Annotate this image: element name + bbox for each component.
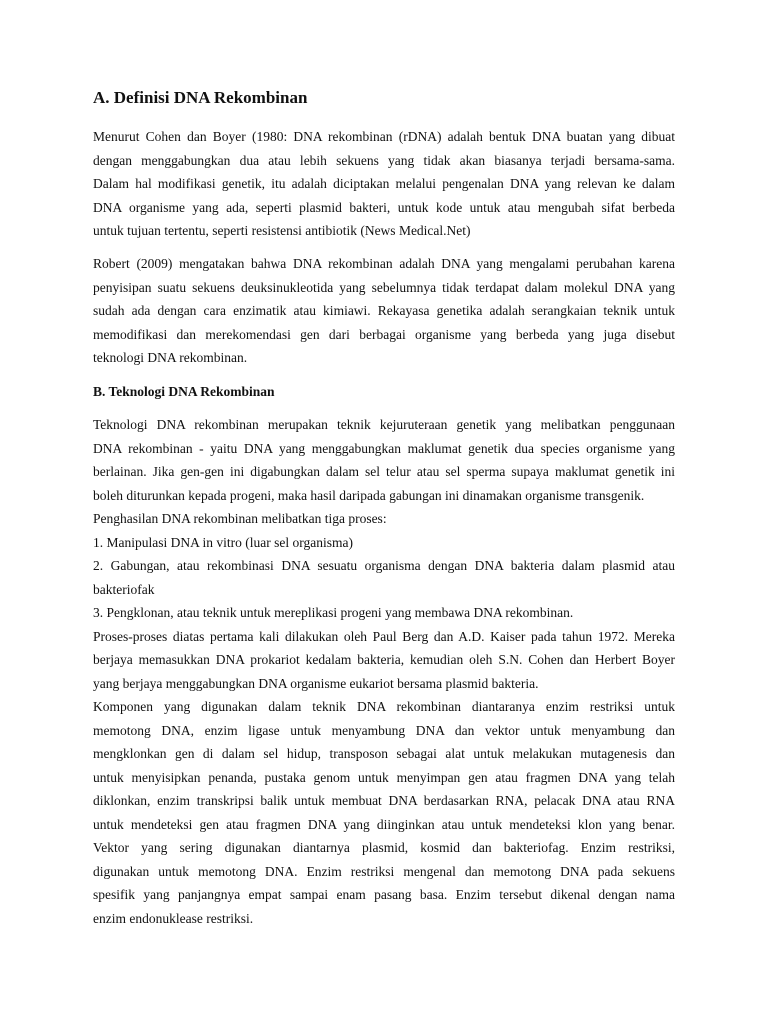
text-line: boleh diturunkan kepada progeni, maka hasil daripada gabungan ini dinamakan organisme transgenik. xyxy=(93,487,645,503)
text-line: Proses-proses diatas pertama kali dilakukan oleh Paul Berg dan A.D. Kaiser pada tahun 1972. Mereka xyxy=(93,628,675,644)
text-line: untuk tujuan tertentu, seperti resistensi antibiotik (News Medical.Net) xyxy=(93,223,471,238)
text-line: penyisipan suatu sekuens deuksinukleotida yang sebelumnya tidak terdapat dalam molekul DNA yang xyxy=(93,279,675,295)
list-item: 2. Gabungan, atau rekombinasi DNA sesuatu organisma dengan DNA bakteria dalam plasmid atau xyxy=(93,558,675,573)
paragraph-technology xyxy=(93,413,675,930)
text-line: Menurut Cohen dan Boyer (1980: DNA rekombinan (rDNA) adalah bentuk DNA buatan yang dibuat xyxy=(93,129,675,144)
paragraph-definition-robert xyxy=(93,252,675,370)
list-item: 1. Manipulasi DNA in vitro (luar sel organisma) xyxy=(93,534,353,550)
text-line: Dalam hal modifikasi genetik, itu adalah diciptakan melalui pengenalan DNA yang relevan ke dalam xyxy=(93,176,675,191)
text-line: diklonkan, enzim transkripsi balik untuk membuat DNA berdasarkan RNA, pelacak DNA atau RNA xyxy=(93,793,675,808)
text-line: spesifik yang panjangnya empat sampai enam pasang basa. Enzim tersebut dikenal dengan nama xyxy=(93,887,675,902)
text-line: berlainan. Jika gen-gen ini digabungkan dalam sel telur atau sel sperma supaya maklumat genetik ini xyxy=(93,464,675,479)
text-line: enzim endonuklease restriksi. xyxy=(93,910,254,926)
text-line: digunakan untuk memotong DNA. Enzim restriksi mengenal dan memotong DNA pada sekuens xyxy=(93,863,675,879)
text-line: Penghasilan DNA rekombinan melibatkan tiga proses: xyxy=(93,511,387,526)
text-line: memodifikasi dan merekomendasi gen dari berbagai organisme yang berbeda yang juga disebut xyxy=(93,326,675,342)
text-line: teknologi DNA rekombinan. xyxy=(93,350,248,365)
text-line: Vektor yang sering digunakan diantarnya plasmid, kosmid dan bakteriofag. Enzim restriksi, xyxy=(93,840,675,855)
text-line: Komponen yang digunakan dalam teknik DNA rekombinan diantaranya enzim restriksi untuk xyxy=(93,699,675,714)
list-item: 3. Pengklonan, atau teknik untuk mereplikasi progeni yang membawa DNA rekombinan. xyxy=(93,605,574,620)
text-line: yang berjaya menggabungkan DNA organisme eukariot bersama plasmid bakteria. xyxy=(93,675,539,691)
text-line: DNA organisme yang ada, seperti plasmid bakteri, untuk kode untuk atau mengubah sifat berbeda xyxy=(93,199,675,215)
section-heading-b: B. Teknologi DNA Rekombinan xyxy=(93,384,275,399)
paragraph-definition-cohen-boyer xyxy=(93,125,675,243)
text-line: mengklonkan gen di dalam sel hidup, transposon sebagai alat untuk melakukan mutagenesis dan xyxy=(93,746,675,761)
text-line: Teknologi DNA rekombinan merupakan teknik kejuruteraan genetik yang melibatkan penggunaan xyxy=(93,417,675,432)
text-line: DNA rekombinan - yaitu DNA yang menggabungkan maklumat genetik dua species organisme yang xyxy=(93,440,675,456)
section-heading-a: A. Definisi DNA Rekombinan xyxy=(93,88,308,107)
text-line: Robert (2009) mengatakan bahwa DNA rekombinan adalah DNA yang mengalami perubahan karena xyxy=(93,256,675,271)
text-line: untuk menyisipkan penanda, pustaka genom untuk menyimpan gen atau fragmen DNA yang telah xyxy=(93,769,675,785)
text-line: sudah ada dengan cara enzimatik atau kimiawi. Rekayasa genetika adalah serangkaian teknik untuk xyxy=(93,303,675,318)
text-line: untuk mendeteksi gen atau fragmen DNA yang diinginkan atau untuk mendeteksi klon yang benar. xyxy=(93,816,675,832)
text-line: dengan menggabungkan dua atau lebih sekuens yang tidak akan biasanya terjadi bersama-sama. xyxy=(93,152,675,168)
text-line: memotong DNA, enzim ligase untuk menyambung DNA dan vektor untuk menyambung dan xyxy=(93,722,675,738)
list-item-continuation: bakteriofak xyxy=(93,581,155,597)
text-line: berjaya memasukkan DNA prokariot kedalam bakteria, kemudian oleh S.N. Cohen dan Herbert Boyer xyxy=(93,652,675,667)
